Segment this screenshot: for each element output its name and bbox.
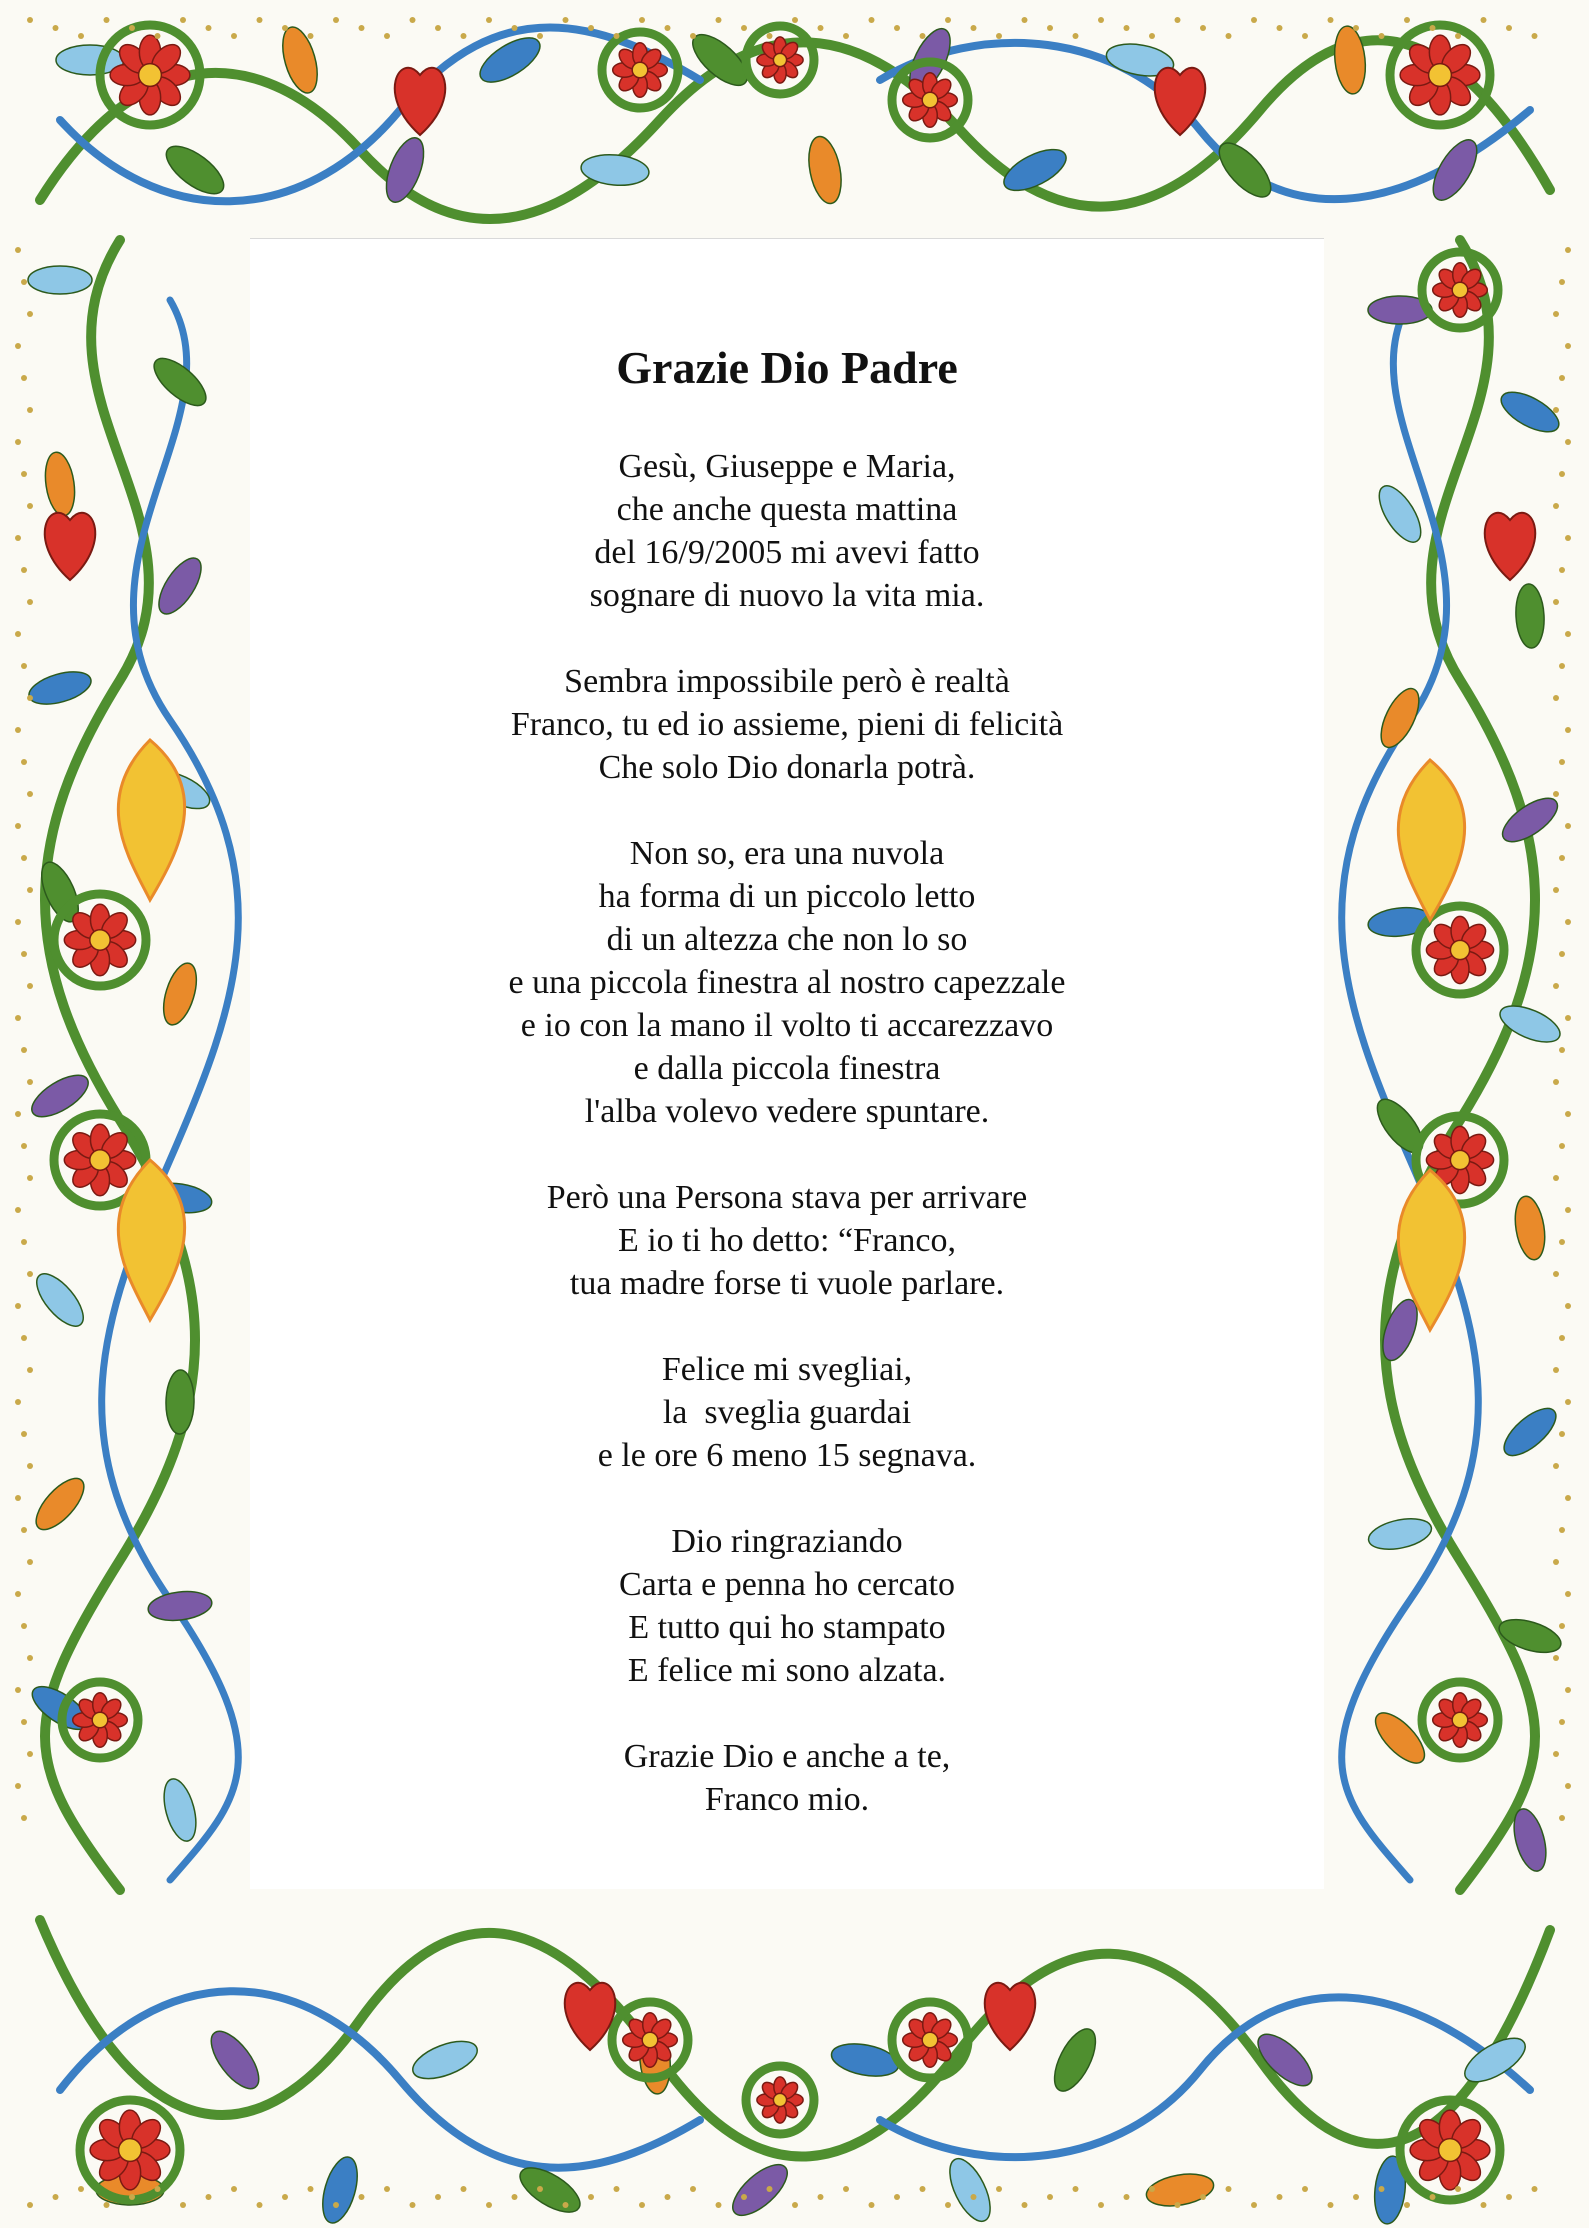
gold-dot <box>1553 599 1559 605</box>
poem-line: che anche questa mattina <box>616 491 958 529</box>
gold-dot <box>563 2202 569 2208</box>
gold-dot <box>27 1271 33 1277</box>
gold-dot <box>920 2186 926 2192</box>
gold-dot <box>359 2194 365 2200</box>
gold-dot <box>1430 2194 1436 2200</box>
gold-dot <box>21 951 27 957</box>
gold-dot <box>461 2186 467 2192</box>
gold-dot <box>104 17 110 23</box>
gold-dot <box>512 2194 518 2200</box>
gold-dot <box>1251 2202 1257 2208</box>
gold-dot <box>869 2202 875 2208</box>
gold-dot <box>155 33 161 39</box>
gold-dot <box>27 887 33 893</box>
poem-line: Franco mio. <box>704 1781 870 1819</box>
gold-dot <box>27 1175 33 1181</box>
poem-line: Franco, tu ed io assieme, pieni di felicità <box>510 706 1064 744</box>
gold-dot <box>1353 25 1359 31</box>
gold-dot <box>359 25 365 31</box>
gold-dot <box>1559 1815 1565 1821</box>
gold-dot <box>716 2202 722 2208</box>
gold-dot <box>1124 2194 1130 2200</box>
gold-dot <box>1553 407 1559 413</box>
gold-dot <box>486 17 492 23</box>
gold-dot <box>15 247 21 253</box>
poem-line: Grazie Dio e anche a te, <box>623 1738 951 1776</box>
gold-dot <box>1404 2202 1410 2208</box>
gold-dot <box>1149 2186 1155 2192</box>
leaf <box>165 1370 194 1434</box>
gold-dot <box>1553 887 1559 893</box>
gold-dot <box>78 33 84 39</box>
poem-line: Carta e penna ho cercato <box>618 1566 956 1604</box>
poem-line: Sembra impossibile però è realtà <box>564 663 1010 701</box>
gold-dot <box>27 17 33 23</box>
flower-center <box>632 62 648 78</box>
gold-dot <box>21 1335 27 1341</box>
gold-dot <box>1565 1495 1571 1501</box>
gold-dot <box>15 1687 21 1693</box>
poem-title: Grazie Dio Padre <box>616 342 958 393</box>
gold-dot <box>1565 535 1571 541</box>
leaf <box>28 266 92 294</box>
gold-dot <box>945 17 951 23</box>
gold-dot <box>21 279 27 285</box>
gold-dot <box>308 2186 314 2192</box>
gold-dot <box>21 375 27 381</box>
gold-dot <box>1565 919 1571 925</box>
gold-dot <box>818 2194 824 2200</box>
gold-dot <box>1022 2202 1028 2208</box>
flower-center <box>1439 2139 1462 2162</box>
poem <box>250 340 1324 1864</box>
poem-line: Che solo Dio donarla potrà. <box>598 749 976 787</box>
gold-dot <box>512 25 518 31</box>
flower-center <box>1452 282 1468 298</box>
gold-dot <box>665 25 671 31</box>
gold-dot <box>818 25 824 31</box>
gold-dot <box>21 1527 27 1533</box>
flower-center <box>119 2139 142 2162</box>
gold-dot <box>1302 2186 1308 2192</box>
flower-center <box>1450 1150 1469 1169</box>
gold-dot <box>1559 1623 1565 1629</box>
gold-dot <box>741 2194 747 2200</box>
gold-dot <box>129 2194 135 2200</box>
gold-dot <box>1559 663 1565 669</box>
gold-dot <box>15 343 21 349</box>
gold-dot <box>1175 2202 1181 2208</box>
gold-dot <box>1047 2194 1053 2200</box>
gold-dot <box>1559 375 1565 381</box>
gold-dot <box>971 2194 977 2200</box>
gold-dot <box>15 919 21 925</box>
flower-center <box>90 930 110 950</box>
poem-line: Non so, era una nuvola <box>629 835 945 873</box>
flower-center <box>139 64 162 87</box>
gold-dot <box>155 2186 161 2192</box>
flower-center <box>1450 940 1469 959</box>
gold-dot <box>639 17 645 23</box>
gold-dot <box>257 17 263 23</box>
gold-dot <box>1455 33 1461 39</box>
gold-dot <box>767 2186 773 2192</box>
gold-dot <box>27 503 33 509</box>
stanza-3 <box>250 832 1324 1133</box>
stanza-2 <box>250 660 1324 789</box>
gold-dot <box>21 663 27 669</box>
gold-dot <box>15 1111 21 1117</box>
gold-dot <box>1022 17 1028 23</box>
gold-dot <box>384 33 390 39</box>
gold-dot <box>15 1495 21 1501</box>
gold-dot <box>741 25 747 31</box>
gold-dot <box>1277 2194 1283 2200</box>
gold-dot <box>1553 1463 1559 1469</box>
gold-dot <box>206 25 212 31</box>
gold-dot <box>1251 17 1257 23</box>
gold-dot <box>21 1623 27 1629</box>
gold-dot <box>21 1431 27 1437</box>
gold-dot <box>1565 1015 1571 1021</box>
gold-dot <box>15 439 21 445</box>
gold-dot <box>384 2186 390 2192</box>
flower-center <box>922 2032 938 2048</box>
gold-dot <box>333 17 339 23</box>
flower-center <box>922 92 938 108</box>
gold-dot <box>894 2194 900 2200</box>
gold-dot <box>282 2194 288 2200</box>
gold-dot <box>1559 759 1565 765</box>
gold-dot <box>1565 1687 1571 1693</box>
gold-dot <box>1226 33 1232 39</box>
gold-dot <box>282 25 288 31</box>
gold-dot <box>21 1719 27 1725</box>
poem-line: E tutto qui ho stampato <box>628 1609 946 1647</box>
gold-dot <box>1506 2194 1512 2200</box>
flower-center <box>1429 64 1452 87</box>
gold-dot <box>690 33 696 39</box>
gold-dot <box>1353 2194 1359 2200</box>
poem-line: e le ore 6 meno 15 segnava. <box>597 1437 977 1475</box>
gold-dot <box>1565 631 1571 637</box>
gold-dot <box>869 17 875 23</box>
gold-dot <box>27 2202 33 2208</box>
poem-line: sognare di nuovo la vita mia. <box>589 577 985 615</box>
gold-dot <box>15 1783 21 1789</box>
gold-dot <box>53 25 59 31</box>
gold-dot <box>767 33 773 39</box>
gold-dot <box>1565 823 1571 829</box>
gold-dot <box>15 1015 21 1021</box>
gold-dot <box>15 535 21 541</box>
gold-dot <box>792 17 798 23</box>
gold-dot <box>792 2202 798 2208</box>
gold-dot <box>1565 1207 1571 1213</box>
gold-dot <box>1565 1111 1571 1117</box>
gold-dot <box>21 1239 27 1245</box>
gold-dot <box>15 631 21 637</box>
gold-dot <box>180 2202 186 2208</box>
gold-dot <box>27 1559 33 1565</box>
gold-dot <box>1277 25 1283 31</box>
gold-dot <box>588 25 594 31</box>
gold-dot <box>27 1463 33 1469</box>
stanza-7 <box>250 1735 1324 1821</box>
gold-dot <box>1553 1079 1559 1085</box>
gold-dot <box>1553 791 1559 797</box>
gold-dot <box>1559 1719 1565 1725</box>
gold-dot <box>1506 25 1512 31</box>
poem-line: Dio ringraziando <box>671 1523 903 1561</box>
poem-line: di un altezza che non lo so <box>606 921 968 959</box>
gold-dot <box>104 2202 110 2208</box>
flower-center <box>92 1712 108 1728</box>
gold-dot <box>1404 17 1410 23</box>
gold-dot <box>588 2194 594 2200</box>
poem-line: Gesù, Giuseppe e Maria, <box>618 448 956 486</box>
gold-dot <box>231 2186 237 2192</box>
gold-dot <box>410 17 416 23</box>
gold-dot <box>257 2202 263 2208</box>
gold-dot <box>15 1207 21 1213</box>
gold-dot <box>537 33 543 39</box>
gold-dot <box>21 1815 27 1821</box>
gold-dot <box>1532 2186 1538 2192</box>
gold-dot <box>1565 727 1571 733</box>
gold-dot <box>1124 25 1130 31</box>
gold-dot <box>1098 2202 1104 2208</box>
gold-dot <box>21 567 27 573</box>
gold-dot <box>894 25 900 31</box>
gold-dot <box>1553 1367 1559 1373</box>
gold-dot <box>614 33 620 39</box>
gold-dot <box>27 311 33 317</box>
gold-dot <box>1559 1239 1565 1245</box>
gold-dot <box>996 33 1002 39</box>
gold-dot <box>1553 1559 1559 1565</box>
stanza-4 <box>250 1176 1324 1305</box>
gold-dot <box>1565 1591 1571 1597</box>
gold-dot <box>15 1303 21 1309</box>
gold-dot <box>21 471 27 477</box>
stanza-1 <box>250 445 1324 617</box>
poem-line: la sveglia guardai <box>662 1394 912 1432</box>
gold-dot <box>1565 247 1571 253</box>
gold-dot <box>1553 695 1559 701</box>
gold-dot <box>1430 25 1436 31</box>
gold-dot <box>435 25 441 31</box>
gold-dot <box>690 2186 696 2192</box>
poem-line: E felice mi sono alzata. <box>627 1652 947 1690</box>
poem-line: tua madre forse ti vuole parlare. <box>569 1265 1005 1303</box>
gold-dot <box>1559 1047 1565 1053</box>
gold-dot <box>1559 1335 1565 1341</box>
poem-line: Però una Persona stava per arrivare <box>546 1179 1028 1217</box>
gold-dot <box>971 25 977 31</box>
gold-dot <box>1553 1175 1559 1181</box>
flower-center <box>1452 1712 1468 1728</box>
gold-dot <box>15 727 21 733</box>
gold-dot <box>1565 1399 1571 1405</box>
gold-dot <box>15 823 21 829</box>
gold-dot <box>15 1399 21 1405</box>
gold-dot <box>639 2202 645 2208</box>
gold-dot <box>1565 1303 1571 1309</box>
gold-dot <box>27 695 33 701</box>
flower-center <box>90 1150 110 1170</box>
gold-dot <box>27 1367 33 1373</box>
gold-dot <box>1553 983 1559 989</box>
gold-dot <box>537 2186 543 2192</box>
gold-dot <box>21 1047 27 1053</box>
gold-dot <box>1328 17 1334 23</box>
gold-dot <box>1073 33 1079 39</box>
gold-dot <box>1226 2186 1232 2192</box>
gold-dot <box>1559 1527 1565 1533</box>
poem-line: ha forma di un piccolo letto <box>598 878 976 916</box>
gold-dot <box>27 599 33 605</box>
gold-dot <box>945 2202 951 2208</box>
gold-dot <box>410 2202 416 2208</box>
gold-dot <box>21 855 27 861</box>
poem-line: E io ti ho detto: “Franco, <box>617 1222 957 1260</box>
gold-dot <box>1553 1271 1559 1277</box>
gold-dot <box>1565 343 1571 349</box>
poem-line: e dalla piccola finestra <box>633 1050 941 1088</box>
gold-dot <box>435 2194 441 2200</box>
gold-dot <box>15 1591 21 1597</box>
gold-dot <box>21 1143 27 1149</box>
gold-dot <box>27 1655 33 1661</box>
gold-dot <box>843 33 849 39</box>
gold-dot <box>27 1079 33 1085</box>
gold-dot <box>1559 471 1565 477</box>
gold-dot <box>1200 2194 1206 2200</box>
gold-dot <box>1455 2186 1461 2192</box>
gold-dot <box>461 33 467 39</box>
gold-dot <box>1481 17 1487 23</box>
gold-dot <box>1379 33 1385 39</box>
gold-dot <box>1302 33 1308 39</box>
gold-dot <box>1559 951 1565 957</box>
flower-center <box>642 2032 658 2048</box>
gold-dot <box>53 2194 59 2200</box>
gold-dot <box>308 33 314 39</box>
gold-dot <box>563 17 569 23</box>
gold-dot <box>486 2202 492 2208</box>
poem-line: e una piccola finestra al nostro capezzale <box>508 964 1066 1002</box>
gold-dot <box>1565 439 1571 445</box>
gold-dot <box>665 2194 671 2200</box>
gold-dot <box>1481 2202 1487 2208</box>
stanza-5 <box>250 1348 1324 1477</box>
gold-dot <box>1559 855 1565 861</box>
gold-dot <box>716 17 722 23</box>
gold-dot <box>1559 567 1565 573</box>
flower-center <box>773 2093 786 2106</box>
gold-dot <box>1175 17 1181 23</box>
gold-dot <box>1559 1143 1565 1149</box>
poem-line: e io con la mano il volto ti accarezzavo <box>520 1007 1054 1045</box>
gold-dot <box>1200 25 1206 31</box>
gold-dot <box>1553 503 1559 509</box>
gold-dot <box>27 1751 33 1757</box>
stanza-6 <box>250 1520 1324 1692</box>
gold-dot <box>1553 1655 1559 1661</box>
poem-line: l'alba volevo vedere spuntare. <box>584 1093 990 1131</box>
gold-dot <box>231 33 237 39</box>
gold-dot <box>614 2186 620 2192</box>
gold-dot <box>1559 279 1565 285</box>
gold-dot <box>1047 25 1053 31</box>
gold-dot <box>843 2186 849 2192</box>
gold-dot <box>180 17 186 23</box>
gold-dot <box>333 2202 339 2208</box>
poem-line: del 16/9/2005 mi avevi fatto <box>594 534 980 572</box>
poem-line: Felice mi svegliai, <box>661 1351 913 1389</box>
gold-dot <box>920 33 926 39</box>
gold-dot <box>1379 2186 1385 2192</box>
gold-dot <box>1532 33 1538 39</box>
gold-dot <box>129 25 135 31</box>
flower-center <box>773 53 786 66</box>
gold-dot <box>21 759 27 765</box>
gold-dot <box>1149 33 1155 39</box>
gold-dot <box>996 2186 1002 2192</box>
gold-dot <box>1098 17 1104 23</box>
gold-dot <box>1553 311 1559 317</box>
gold-dot <box>27 791 33 797</box>
gold-dot <box>78 2186 84 2192</box>
gold-dot <box>1559 1431 1565 1437</box>
gold-dot <box>27 983 33 989</box>
gold-dot <box>206 2194 212 2200</box>
gold-dot <box>1073 2186 1079 2192</box>
gold-dot <box>1565 1783 1571 1789</box>
gold-dot <box>1328 2202 1334 2208</box>
gold-dot <box>27 407 33 413</box>
gold-dot <box>1553 1751 1559 1757</box>
